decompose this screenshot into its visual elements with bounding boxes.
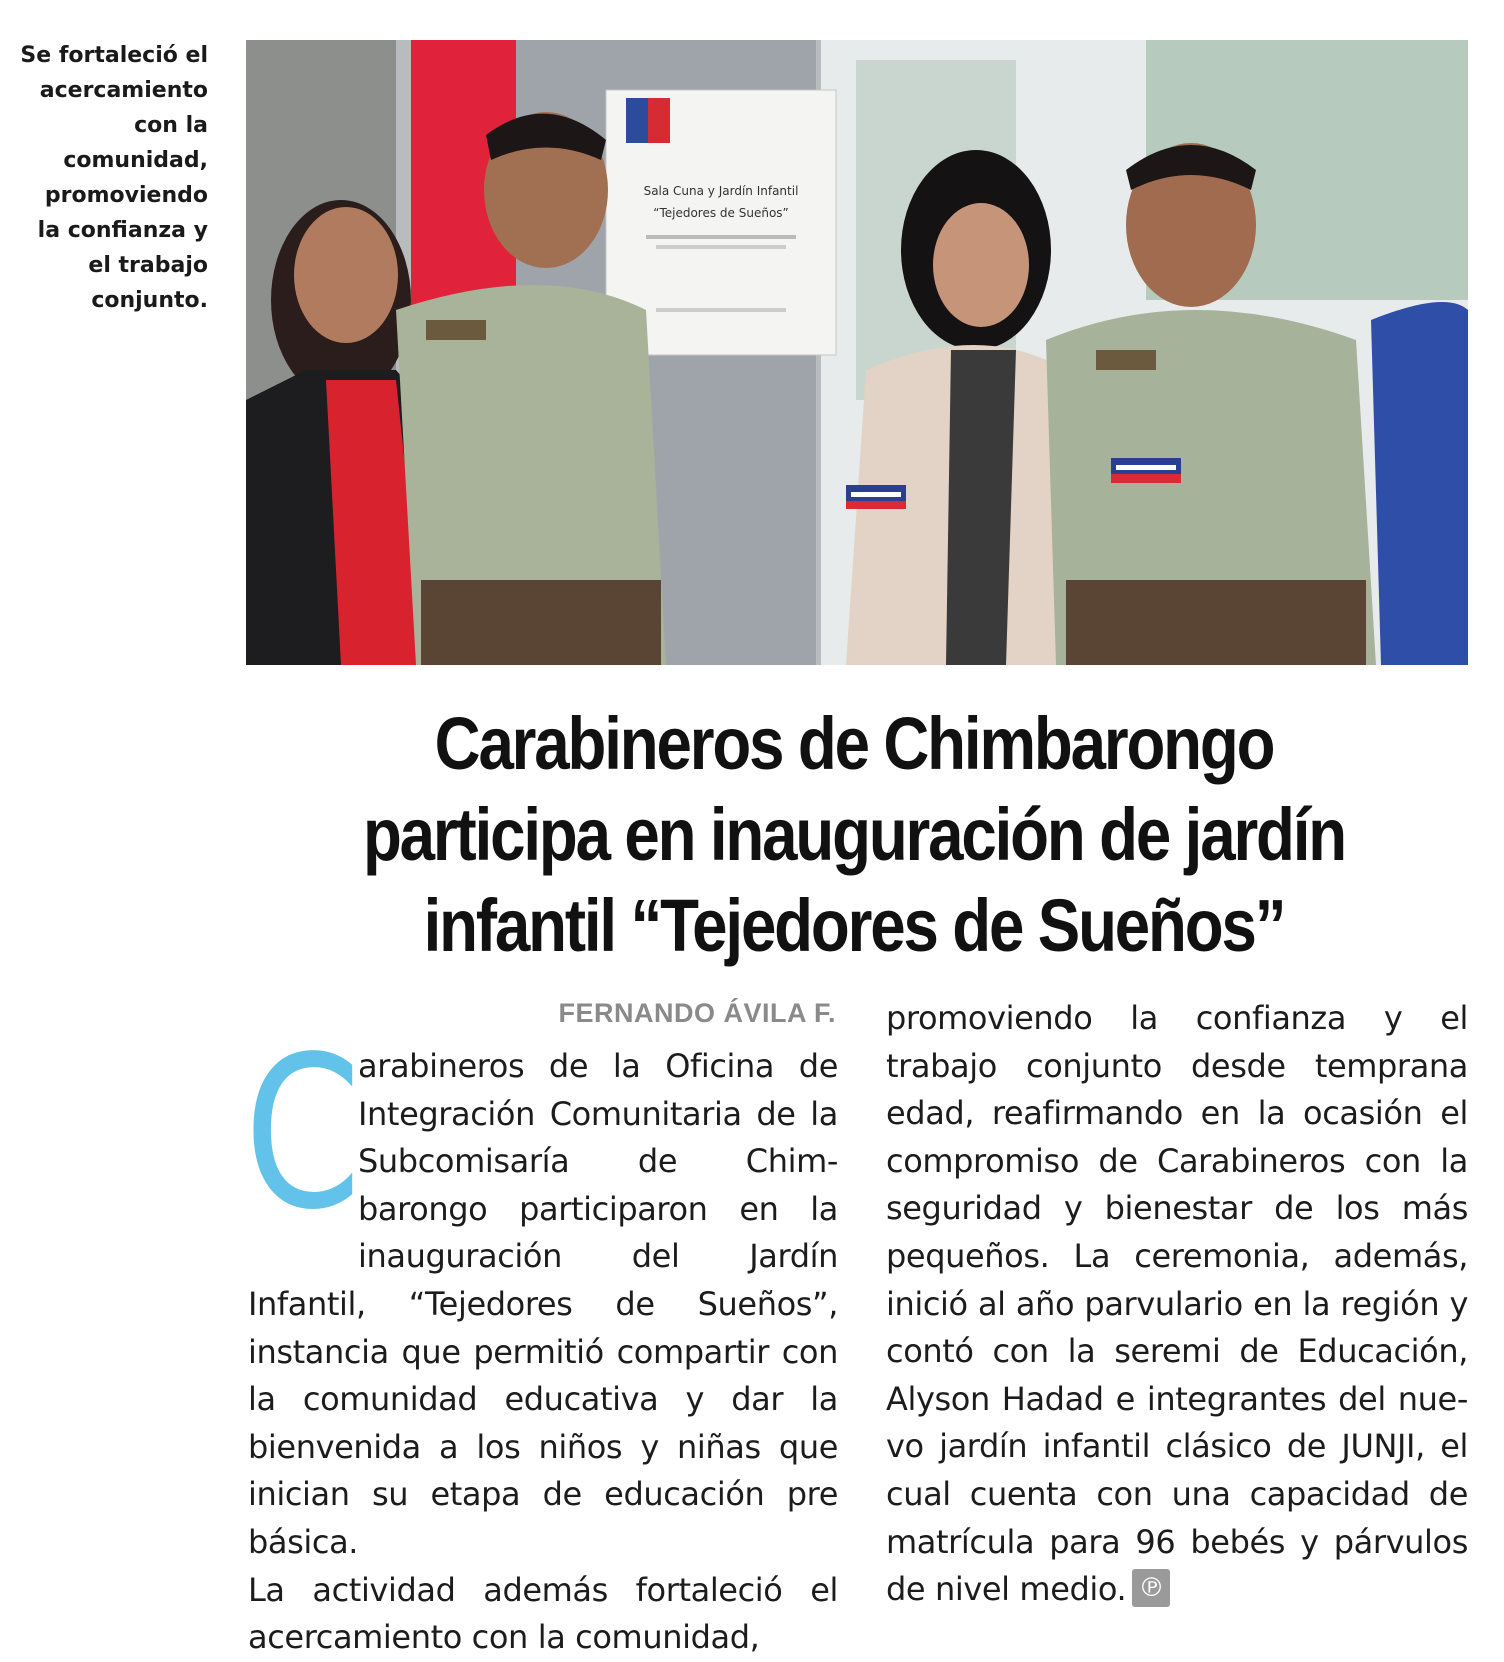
- paragraph-1: arabineros de la Oficina de Integración Comunitaria de la Subcomisaría de Chim-barongo participaron en la inauguración del Jardín Infantil, “Tejedores de Sueños”, instancia que permitió compartir con la comunidad educativa y dar la bienvenida a los niños y niñas que inician su etapa de educación pre básica.: [248, 1047, 838, 1561]
- article-headline: Carabineros de Chimbarongo participa en inauguración de jardín infantil “Tejedores de Sueños”: [362, 702, 1346, 967]
- drop-cap: C: [244, 1011, 361, 1256]
- article-column-2: [886, 995, 1468, 1614]
- paragraph-2-end: promoviendo la confianza y el trabajo conjunto desde temprana edad, reafirmando en la ocasión el compromiso de Carabineros con la seguridad y bienestar de los más pequeños. La ceremonia, además, inició al año parvulario en la región y contó con la seremi de Educación, Alyson Hadad e integrantes del nue-vo jardín infantil clásico de JUNJI, el cual cuenta con una capacidad de matrícula para 96 bebés y párvulos de nivel medio.: [886, 999, 1468, 1609]
- paragraph-2-start: La actividad además fortaleció el acercamiento con la comunidad,: [248, 1570, 838, 1657]
- publication-logo-icon: ℗: [1132, 1569, 1170, 1607]
- plaque-line1: Sala Cuna y Jardín Infantil: [643, 184, 799, 198]
- photo-illustration: [246, 40, 1468, 665]
- photo-caption: Se fortaleció el acercamiento con la comunidad, promoviendo la confianza y el trabajo conjunto.: [20, 43, 208, 313]
- article-photo: [246, 40, 1468, 665]
- plaque-line2: “Tejedores de Sueños”: [653, 206, 789, 220]
- author-byline: FERNANDO ÁVILA F.: [558, 998, 836, 1028]
